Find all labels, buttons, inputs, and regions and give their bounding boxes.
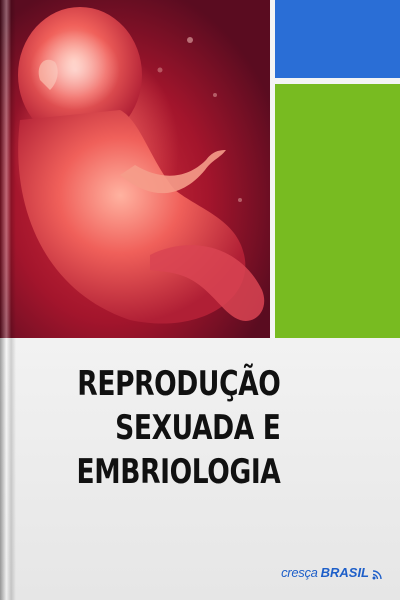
publisher-name-part2: BRASIL xyxy=(320,565,369,580)
publisher-logo xyxy=(281,565,382,580)
embryo-image xyxy=(0,0,270,338)
title-line-1: REPRODUÇÃO xyxy=(76,364,280,404)
book-title xyxy=(76,362,280,494)
publisher-name-part1: cresça xyxy=(281,565,318,580)
title-line-2: SEXUADA E xyxy=(114,408,280,448)
signal-waves-icon xyxy=(372,568,382,578)
blue-color-block xyxy=(275,0,400,78)
green-color-block xyxy=(275,84,400,338)
book-spine-shading xyxy=(0,0,16,600)
title-line-3: EMBRIOLOGIA xyxy=(76,452,280,492)
